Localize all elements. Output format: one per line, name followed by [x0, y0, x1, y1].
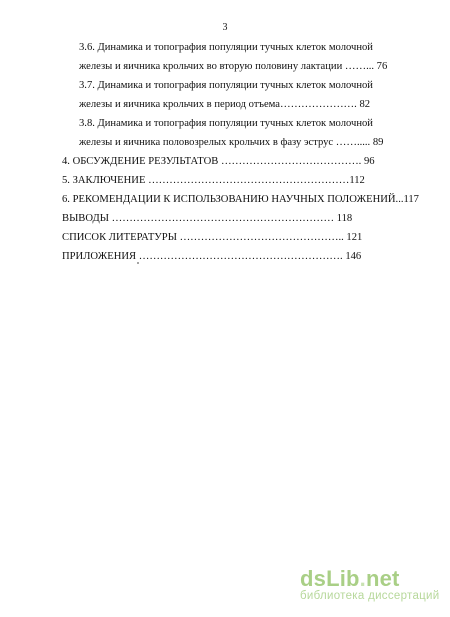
- toc-line-references: СПИСОК ЛИТЕРАТУРЫ ……………………………………….. 121: [62, 232, 363, 243]
- toc-line-chapter-5: 5. ЗАКЛЮЧЕНИЕ …………………………………………………112: [62, 175, 365, 186]
- toc-line-3-8-title: 3.8. Динамика и топография популяции тучных клеток молочной: [79, 118, 373, 129]
- dslib-watermark: [300, 566, 440, 602]
- toc-line-3-7-title: 3.7. Динамика и топография популяции тучных клеток молочной: [79, 80, 373, 91]
- toc-line-3-8-cont: железы и яичника половозрелых крольчих в фазу эструс ……..... 89: [79, 137, 384, 148]
- toc-line-conclusions: ВЫВОДЫ ……………………………………………………… 118: [62, 213, 353, 224]
- scan-speck: [137, 262, 139, 264]
- toc-line-chapter-6: 6. РЕКОМЕНДАЦИИ К ИСПОЛЬЗОВАНИЮ НАУЧНЫХ ПОЛОЖЕНИЙ...117: [62, 194, 419, 205]
- toc-line-3-7-cont: железы и яичника крольчих в период отъема…………………. 82: [79, 99, 371, 110]
- toc-line-3-6-cont: железы и яичника крольчих во вторую половину лактации ……... 76: [79, 61, 388, 72]
- dslib-logo: dsLib.net: [300, 566, 400, 591]
- toc-line-appendices: ПРИЛОЖЕНИЯ …………………………………………………. 146: [62, 251, 362, 262]
- page-number: 3: [222, 22, 228, 33]
- dslib-caption: библиотека диссертаций: [300, 590, 440, 602]
- toc-line-chapter-4: 4. ОБСУЖДЕНИЕ РЕЗУЛЬТАТОВ …………………………………. 96: [62, 156, 375, 167]
- toc-line-3-6-title: 3.6. Динамика и топография популяции тучных клеток молочной: [79, 42, 373, 53]
